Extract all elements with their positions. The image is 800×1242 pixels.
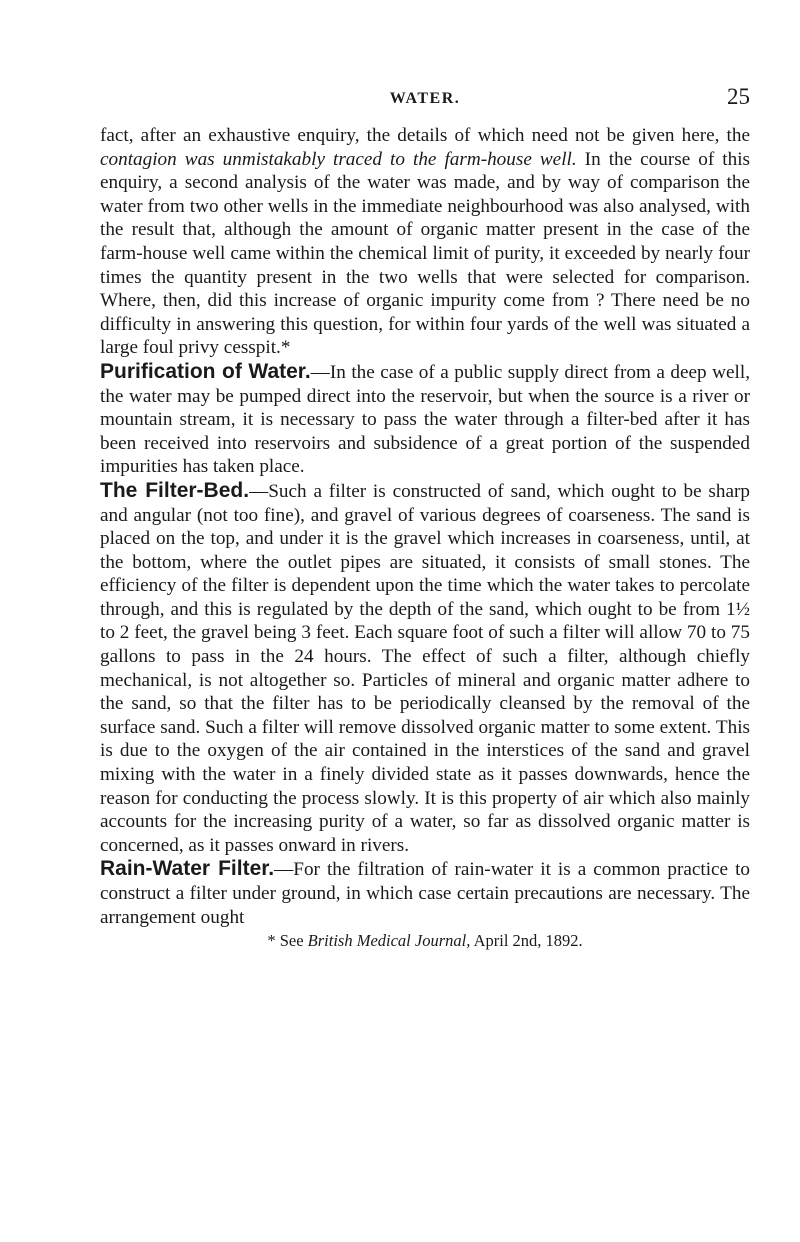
paragraph-text: —Such a filter is constructed of sand, which ought to be sharp and angular (not too fine), and gravel of various degrees of coarseness. The sand is placed on the top, and under it is the gravel which increases in coarseness, until, at the bottom, where the outlet pipes are situated, it consists of small stones. The efficiency of the filter is dependent upon the time which the water takes to percolate through, and this is regulated by the depth of the sand, which ought to be from 1½ to 2 feet, the gravel being 3 feet. Each square foot of such a filter will allow 70 to 75 gallons to pass in the 24 hours. The effect of such a filter, although chiefly mechanical, is not altogether so. Particles of mineral and organic matter adhere to the sand, so that the filter has to be periodically cleansed by the removal of the surface sand. Such a filter will remove dissolved organic matter to some extent. This is due to the oxygen of the air contained in the interstices of the sand and gravel mixing with the water in a finely divided state as it passes downwards, hence the reason for conducting the process slowly. It is this property of air which also mainly accounts for the increasing purity of a water, so far as dissolved organic matter is concerned, as it passes onward in rivers. [100,480,750,856]
section-heading-rain-water: Rain-Water Filter. [100,857,275,881]
section-heading-purification: Purification of Water. [100,359,311,383]
paragraph-rain-water [100,857,750,929]
paragraph-farmhouse-well [100,124,750,360]
paragraph-text: In the course of this enquiry, a second analysis of the water was made, and by way of comparison the water from two other wells in the immediate neighbourhood was also analysed, with the result that, although the amount of organic matter present in the case of the farm-house well came within the chemical limit of purity, it exceeded by nearly four times the quantity present in the two wells that were selected for comparison. Where, then, did this increase of organic impurity come from ? There need be no difficulty in answering this question, for within four yards of the well was situated a large foul privy cesspit.* [100,148,750,359]
paragraph-text: —In the case of a public supply direct from a deep well, the water may be pumped direct into the reservoir, but when the source is a river or mountain stream, it is necessary to pass the water through a filter-bed after it has been received into reservoirs and subsidence of a great portion of the suspended impurities has taken place. [100,361,750,478]
body-text [100,124,750,953]
paragraph-purification [100,360,750,479]
page-number: 25 [727,84,750,109]
footnote-journal: British Medical Journal, [307,931,471,951]
running-title: WATER. [389,90,461,107]
section-heading-filter-bed: The Filter-Bed. [100,478,250,502]
italic-emphasis: contagion was unmistakably traced to the farm-house well. [100,148,577,170]
footnote-date: April 2nd, 1892. [470,931,583,951]
paragraph-text: —For the filtration of rain-water it is a common practice to construct a filter under ground, in which case certain precautions are necessary. The arrangement ought [100,859,750,928]
running-head [100,84,750,120]
paragraph-filter-bed [100,479,750,858]
paragraph-text: fact, after an exhaustive enquiry, the details of which need not be given here, the [100,125,750,146]
footnote [100,929,750,953]
footnote-prefix: * See [267,931,308,951]
